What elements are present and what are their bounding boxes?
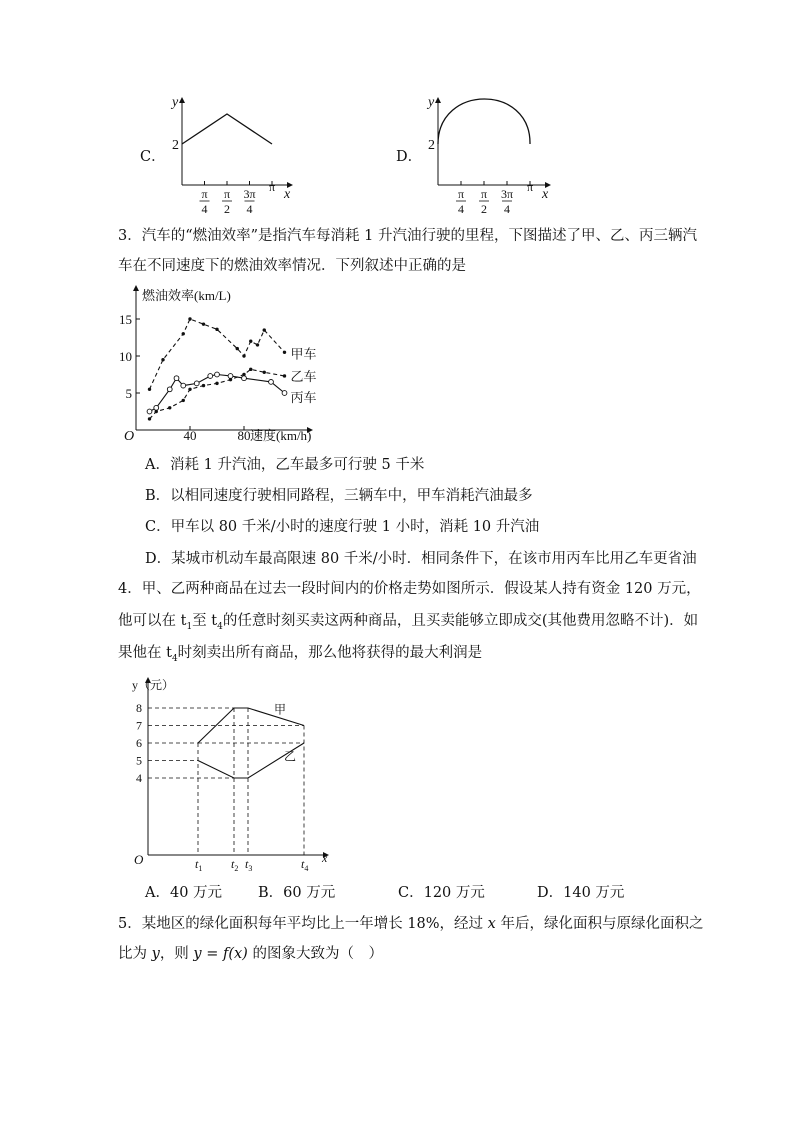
chart3-point [182, 332, 185, 335]
chart4-x-tick-label: $t_2$ [231, 857, 239, 872]
chart4-y-tick-label: 4 [136, 771, 142, 785]
q5-line2: 比为 y，则 y = f(x) 的图象大致为（ ） [118, 946, 383, 962]
chart3-point [215, 372, 220, 377]
q3-option-d[interactable]: D．某城市机动车最高限速 80 千米/小时．相同条件下，在该市用丙车比用乙车更省油 [145, 551, 697, 567]
chart3-series-line [150, 375, 285, 412]
option-d-x-tick-den: 4 [458, 202, 464, 216]
chart3-point [208, 374, 213, 379]
chart3-point [242, 354, 245, 357]
chart3-point [154, 405, 159, 410]
option-d-graph [418, 92, 558, 217]
chart3-point [148, 388, 151, 391]
chart3-point [147, 409, 152, 414]
option-c-x-tick-num: π [201, 187, 208, 201]
chart4-series-label: 甲 [274, 702, 287, 717]
option-d-x-tick-den: 4 [504, 202, 510, 216]
chart4-y-tick-label: 7 [136, 718, 142, 733]
chart3-point [249, 368, 252, 371]
chart3-point [194, 381, 199, 386]
chart3-point [202, 384, 205, 387]
option-d-x-tick-den: 2 [481, 202, 487, 216]
option-c-curve [182, 114, 272, 144]
chart3-ylabel: 燃油效率(km/L) [142, 288, 231, 303]
q4-option-a[interactable]: A．40 万元 [145, 885, 223, 901]
option-c-x-tick-num: π [268, 180, 276, 194]
chart4-x-tick-label: $t_4$ [301, 857, 309, 872]
chart3-point [188, 317, 191, 320]
option-c-y-tick: 2 [172, 138, 179, 153]
chart3-point [161, 358, 164, 361]
chart3-series-label: 丙车 [290, 390, 317, 405]
fuel-efficiency-chart [112, 282, 352, 450]
chart3-x-tick-label: 40 [183, 428, 197, 443]
option-d-axis-x: x [542, 187, 549, 202]
chart3-point [228, 374, 233, 379]
price-trend-chart [118, 672, 338, 872]
chart4-y-tick-label: 8 [136, 701, 142, 715]
chart3-point [174, 376, 179, 381]
chart3-y-tick-label: 5 [125, 386, 132, 401]
q3-option-a[interactable]: A．消耗 1 升汽油，乙车最多可行驶 5 千米 [145, 457, 425, 473]
option-d-curve [438, 99, 530, 144]
option-c-x-tick-den: 4 [246, 202, 253, 216]
q4-option-b[interactable]: B．60 万元 [258, 885, 336, 901]
chart4-x-tick-label: $t_1$ [195, 857, 203, 872]
option-c-x-tick-num: π [223, 187, 231, 201]
q4-stem-line1: 4．甲、乙两种商品在过去一段时间内的价格走势如图所示．假设某人持有资金 120 万元， [118, 581, 701, 597]
chart3-y-tick-label: 15 [119, 312, 132, 327]
option-c-axis-y: y [172, 95, 179, 110]
chart3-point [263, 328, 266, 331]
chart3-point [167, 387, 172, 392]
option-d-axis-y: y [428, 95, 435, 110]
chart3-point [148, 417, 151, 420]
chart3-point [263, 371, 266, 374]
option-d-y-tick: 2 [428, 138, 435, 153]
option-c-label: C． [140, 149, 166, 165]
chart3-point [188, 388, 191, 391]
chart4-y-tick-label: 5 [136, 753, 142, 768]
option-c-x-tick-den: 2 [224, 202, 230, 216]
q3-option-c[interactable]: C．甲车以 80 千米/小时的速度行驶 1 小时，消耗 10 升汽油 [145, 519, 540, 535]
chart3-point [215, 328, 218, 331]
chart3-point [236, 347, 239, 350]
chart4-ylabel: y（元） [132, 678, 175, 692]
chart3-point [182, 399, 185, 402]
option-d-x-tick-num: π [457, 187, 465, 201]
q4-option-c[interactable]: C．120 万元 [398, 885, 485, 901]
chart4-origin: O [134, 852, 144, 867]
chart4-y-tick-label: 6 [136, 736, 142, 750]
chart3-point [215, 382, 218, 385]
chart3-point [269, 380, 274, 385]
q3-option-b[interactable]: B．以相同速度行驶相同路程，三辆车中，甲车消耗汽油最多 [145, 488, 533, 504]
q3-stem-line1: 3．汽车的“燃油效率”是指汽车每消耗 1 升汽油行驶的里程，下图描述了甲、乙、丙三辆汽 [118, 228, 697, 244]
chart3-point [256, 343, 259, 346]
chart3-series-label: 乙车 [290, 368, 317, 384]
chart3-x-tick-label: 80 [237, 428, 251, 443]
chart3-point [283, 351, 286, 354]
chart3-point [168, 406, 171, 409]
chart4-xlabel: x [322, 851, 328, 865]
option-d-x-tick-num: 3π [500, 187, 514, 201]
option-d-label: D． [396, 149, 423, 165]
chart3-origin: O [124, 429, 135, 444]
chart3-point [242, 376, 247, 381]
option-c-axis-x: x [284, 187, 291, 202]
chart3-point [249, 340, 252, 343]
option-d-x-tick-num: π [526, 180, 534, 194]
option-c-x-tick-den: 4 [201, 202, 208, 216]
q4-stem-line3: 果他在 $t_4$时刻卖出所有商品，那么他将获得的最大利润是 [118, 645, 483, 664]
q4-stem-line2: 他可以在 $t_1$至 $t_4$的任意时刻买卖这两种商品，且买卖能够立即成交(其他费用忽略不计)．如 [118, 613, 699, 632]
chart3-y-tick-label: 10 [119, 349, 132, 364]
chart3-point [283, 374, 286, 377]
option-d-x-tick-num: π [480, 187, 488, 201]
chart3-point [181, 383, 186, 388]
chart4-series-label: 乙 [284, 749, 297, 764]
q3-stem-line2: 车在不同速度下的燃油效率情况．下列叙述中正确的是 [118, 258, 466, 274]
chart3-xlabel: 速度(km/h) [250, 428, 312, 443]
chart3-series-label: 甲车 [290, 346, 317, 362]
q5-line1: 5．某地区的绿化面积每年平均比上一年增长 18%，经过 x 年后，绿化面积与原绿化面积之 [118, 916, 704, 932]
chart3-point [282, 391, 287, 396]
option-c-x-tick-num: 3π [243, 187, 256, 201]
chart3-point [202, 322, 205, 325]
chart4-x-tick-label: $t_3$ [245, 857, 253, 872]
q4-option-d[interactable]: D．140 万元 [537, 885, 625, 901]
option-c-graph [160, 92, 300, 217]
